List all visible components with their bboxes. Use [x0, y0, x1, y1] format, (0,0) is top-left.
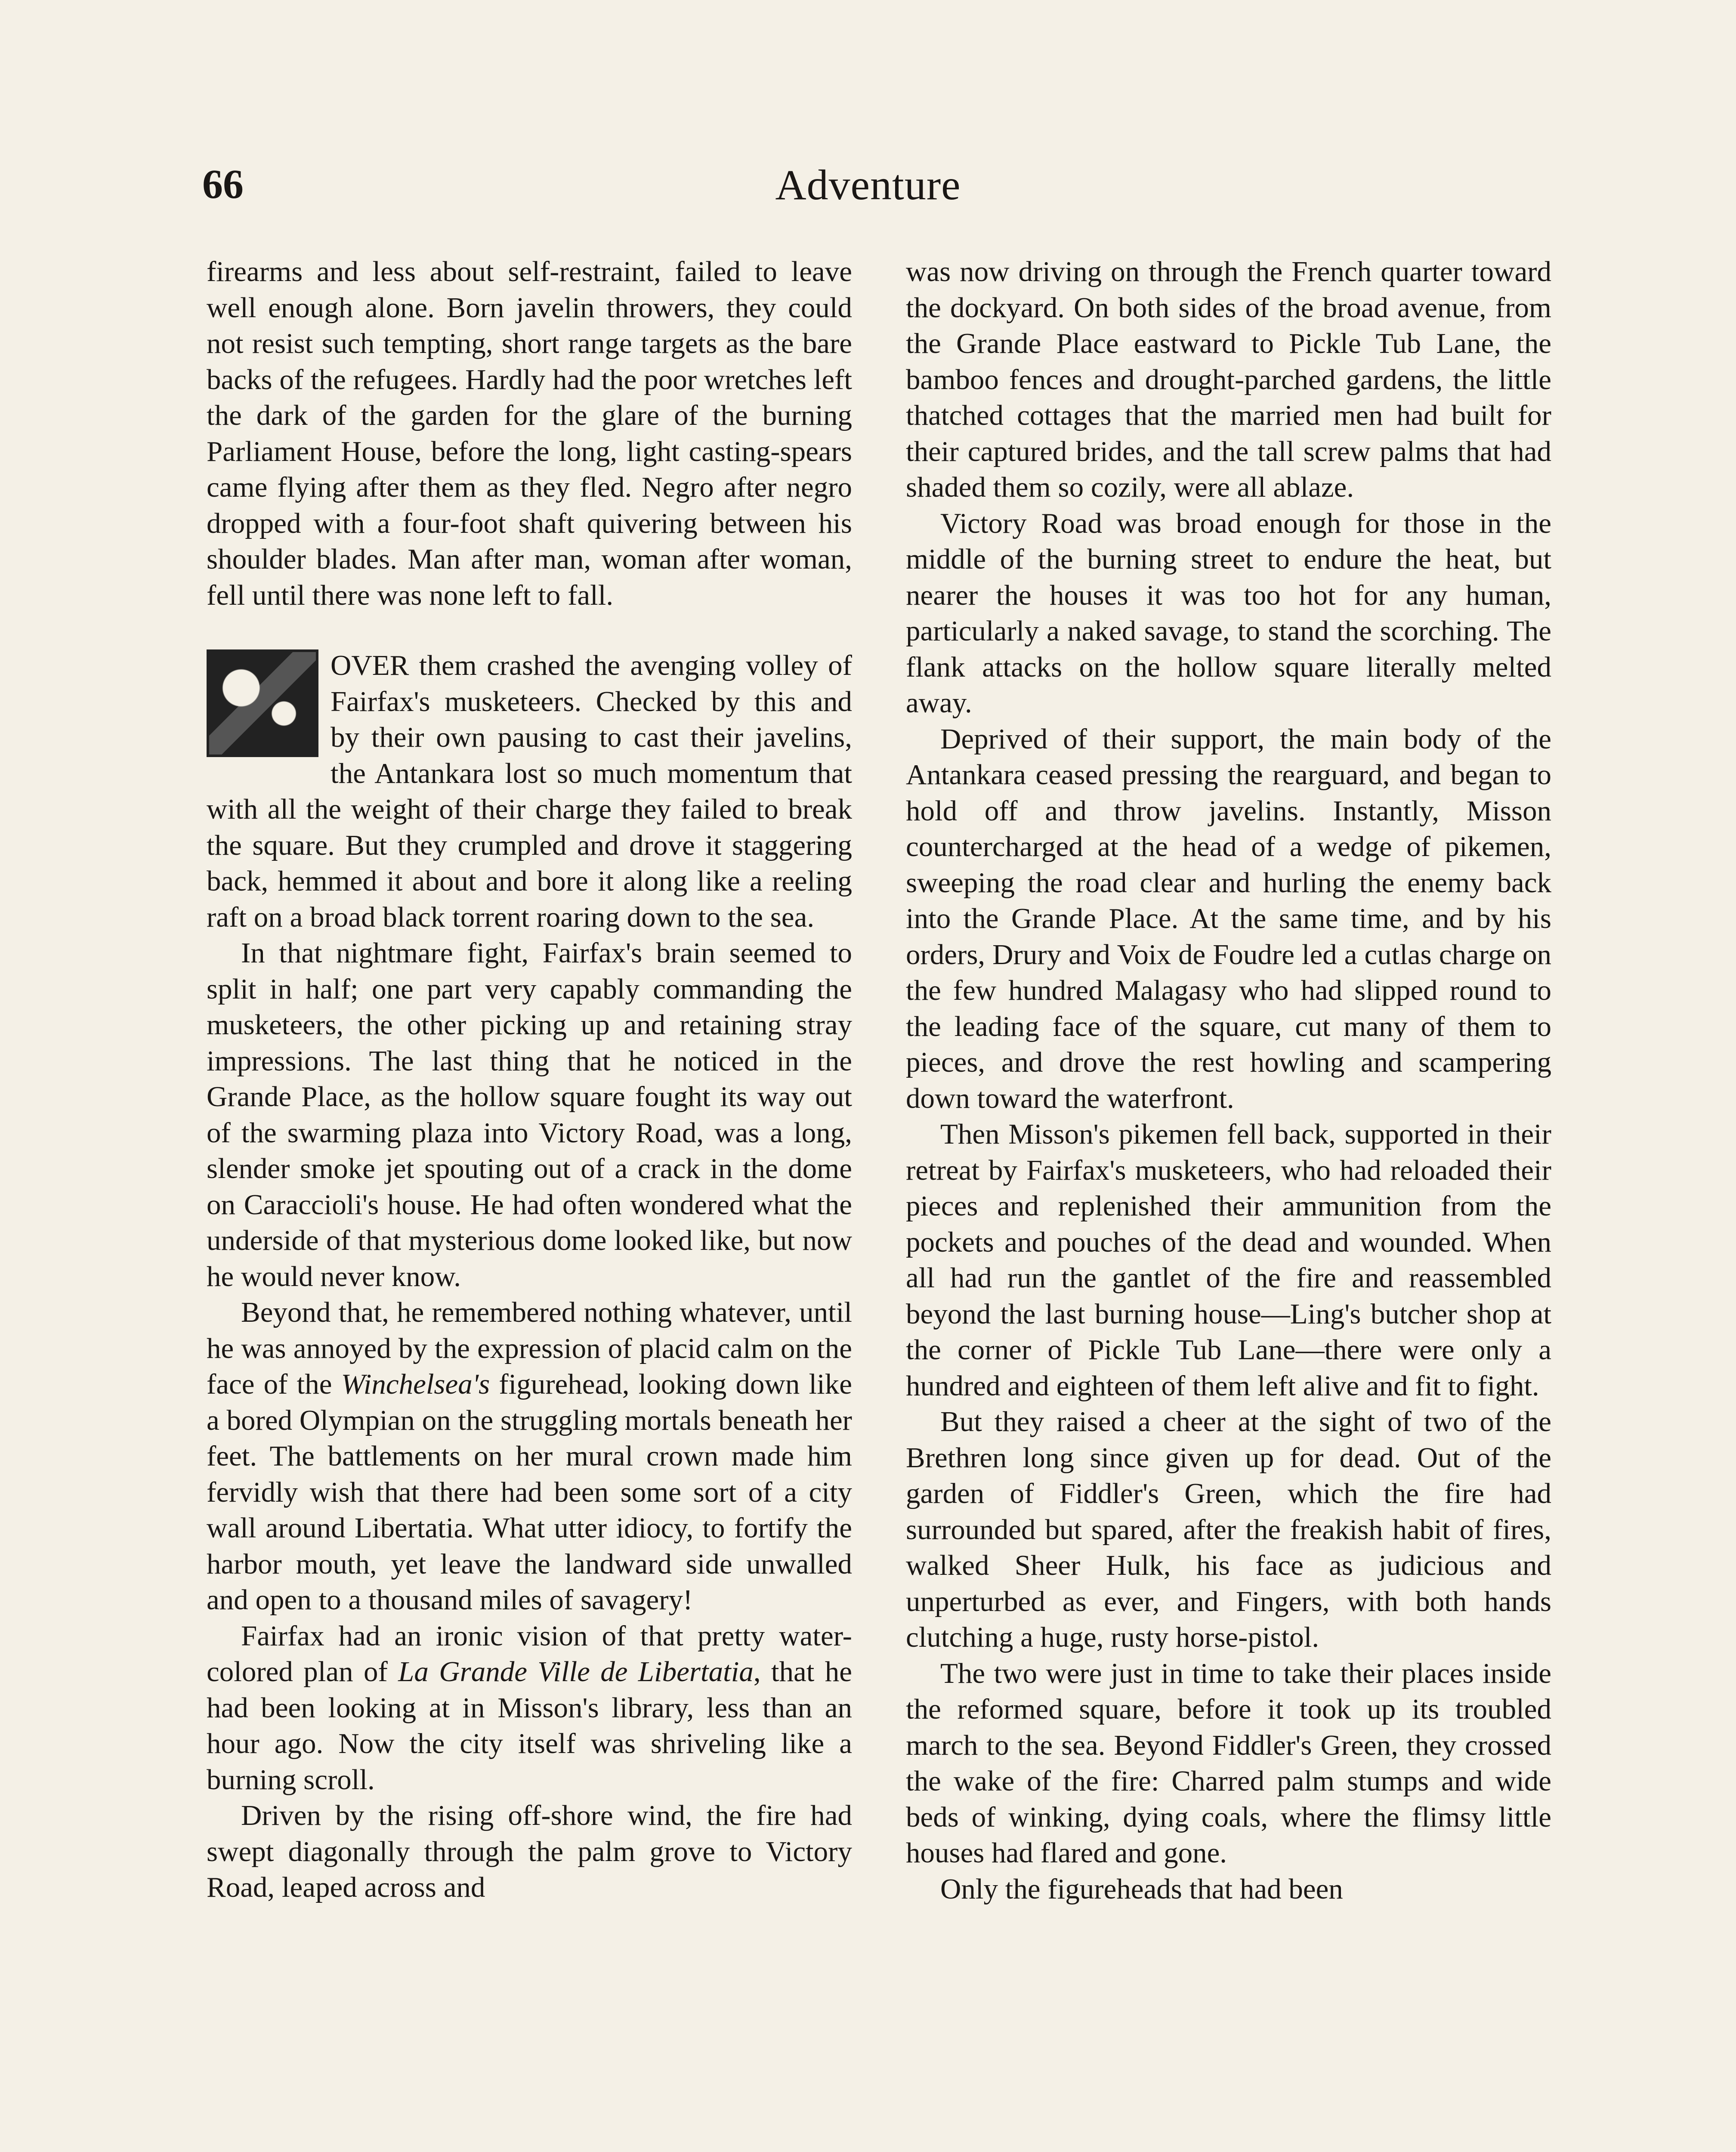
page-number: 66 [202, 161, 244, 207]
paragraph: was now driving on through the French quarter toward the dockyard. On both sides of the broad avenue, from the Grande Place eastward to Pickle Tub Lane, the bamboo fences and drought-parched gardens, the little thatched cottages that the married men had built for their captured brides, and the tall screw palms that had shaded them so cozily, were all ablaze. [906, 256, 1551, 503]
plan-title: La Grande Ville de Libertatia [398, 1656, 754, 1688]
paragraph-text: OVER them crashed the avenging volley of Fairfax's musketeers. Checked by this and by their own pausing to cast their javelins, the Antankara lost so much momentum that with all the weight of their charge they failed to break the square. But they crumpled and drove it staggering back, hemmed it about and bore it along like a reeling raft on a broad black torrent roaring down to the sea. [207, 649, 852, 933]
article-body [207, 254, 1551, 2152]
running-head: Adventure [775, 161, 961, 209]
paragraph [207, 1295, 852, 1618]
dropcap-illustration-icon [207, 649, 318, 757]
paragraph: Deprived of their support, the main body of the Antankara ceased pressing the rearguard, and began to hold off and throw javelins. Instantly, Misson countercharged at the head of a wedge of pikemen, sweeping the road clear and hurling the enemy back into the Grande Place. At the same time, and by his orders, Drury and Voix de Foudre led a cutlas charge on the few hundred Malagasy who had slipped round to the leading face of the square, cut many of them to pieces, and drove the rest howling and scampering down toward the waterfront. [906, 723, 1551, 1114]
paragraph-text: Beyond that, he remembered nothing whatever, until he was annoyed by the expression of placid calm on the face of the [207, 1296, 852, 1400]
paragraph: firearms and less about self-restraint, failed to leave well enough alone. Born javelin throwers, they could not resist such tempting, short range targets as the bare backs of the refugees. Hardly had the poor wretches left the dark of the garden for the glare of the burning Parliament House, before the long, light casting-spears came flying after them as they fled. Negro after negro dropped with a four-foot shaft quivering between his shoulder blades. Man after man, woman after woman, fell until there was none left to fall. [207, 256, 852, 611]
paragraph: Only the figureheads that had been [940, 1873, 1343, 1905]
page-header [202, 161, 1534, 224]
paragraph-text: Fairfax had an ironic vision of that pretty water-colored plan of [207, 1620, 852, 1688]
paragraph: In that nightmare fight, Fairfax's brain seemed to split in half; one part very capably commanding the musketeers, the other picking up and retaining stray impressions. The last thing that he noticed in the Grande Place, as the hollow square fought its way out of the swarming plaza into Victory Road, was a long, slender smoke jet spouting out of a crack in the dome on Caraccioli's house. He had often wondered what the underside of that mysterious dome looked like, but now he would never know. [207, 937, 852, 1292]
left-column [207, 254, 852, 2152]
paragraph [207, 1618, 852, 1798]
paragraph-text: , that he had been looking at in Misson's library, less than an hour ago. Now the city itself was shriveling like a burning scroll. [207, 1656, 852, 1796]
paragraph: Victory Road was broad enough for those in the middle of the burning street to endure the heat, but nearer the houses it was too hot for any human, particularly a naked savage, to stand the scorching. The flank attacks on the hollow square literally melted away. [906, 507, 1551, 719]
paragraph-with-dropcap [207, 648, 852, 935]
paragraph: The two were just in time to take their places inside the reformed square, before it took up its troubled march to the sea. Beyond Fiddler's Green, they crossed the wake of the fire: Charred palm stumps and wide beds of winking, dying coals, where the flimsy little houses had flared and gone. [906, 1657, 1551, 1869]
paragraph: Driven by the rising off-shore wind, the fire had swept diagonally through the palm grove to Victory Road, leaped across and [207, 1800, 852, 1903]
paragraph: Then Misson's pikemen fell back, supported in their retreat by Fairfax's musketeers, who had reloaded their pieces and replenished their ammunition from the pockets and pouches of the dead and wounded. When all had run the gantlet of the fire and reassembled beyond the last burning house—Ling's butcher shop at the corner of Pickle Tub Lane—there were only a hundred and eighteen of them left alive and fit to fight. [906, 1118, 1551, 1402]
paragraph: But they raised a cheer at the sight of two of the Brethren long since given up for dead. Out of the garden of Fiddler's Green, which the fire had surrounded but spared, after the freakish habit of fires, walked Sheer Hulk, his face as judicious and unperturbed as ever, and Fingers, with both hands clutching a huge, rusty horse-pistol. [906, 1406, 1551, 1653]
paragraph-text: figurehead, looking down like a bored Olympian on the struggling mortals beneath her feet. The battlements on her mural crown made him fervidly wish that there had been some sort of a city wall around Libertatia. What utter idiocy, to fortify the harbor mouth, yet leave the landward side unwalled and open to a thousand miles of savagery! [207, 1368, 852, 1616]
ship-name: Winchelsea's [341, 1368, 490, 1400]
right-column [906, 254, 1551, 2152]
